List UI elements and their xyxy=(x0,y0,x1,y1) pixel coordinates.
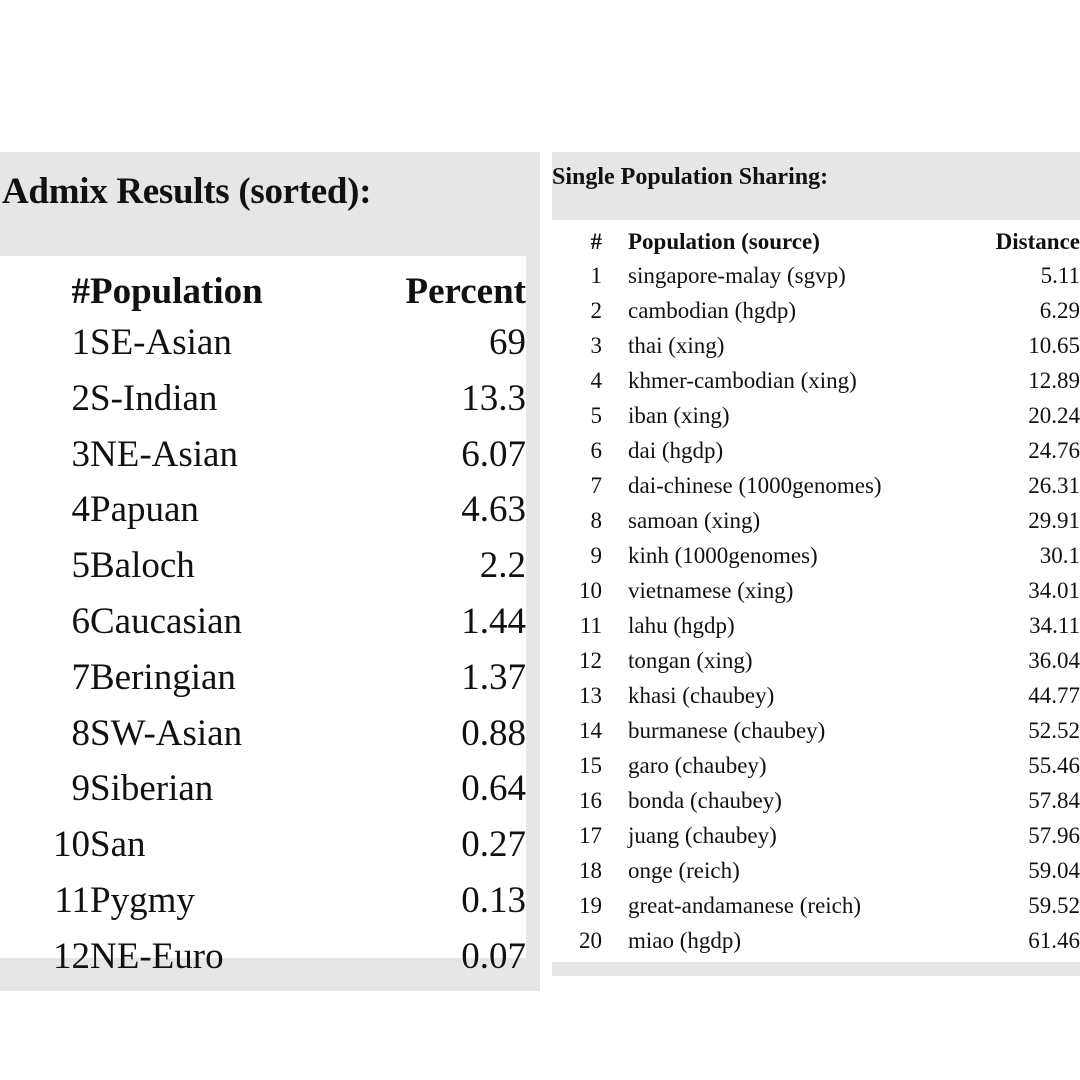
admix-row-num: 9 xyxy=(71,768,90,810)
sharing-row-population: kinh (1000genomes) xyxy=(628,543,818,568)
admix-row-population: Caucasian xyxy=(90,600,243,642)
sharing-row xyxy=(552,783,1080,818)
sharing-row-distance: 34.01 xyxy=(1028,578,1080,603)
admix-row-num: 7 xyxy=(71,656,90,698)
admix-row-num: 8 xyxy=(71,712,90,754)
sharing-row-distance: 26.31 xyxy=(1028,473,1080,498)
admix-row-population: SW-Asian xyxy=(90,712,243,754)
admix-row-percent: 4.63 xyxy=(461,489,526,531)
sharing-row-population: juang (chaubey) xyxy=(628,823,777,848)
sharing-row-distance: 30.1 xyxy=(1039,543,1080,568)
admix-row-num: 4 xyxy=(71,489,90,531)
sharing-row xyxy=(552,328,1080,363)
sharing-row xyxy=(552,853,1080,888)
sharing-table-container xyxy=(552,220,1080,962)
admix-header-population: Population xyxy=(90,270,263,312)
sharing-row-distance: 52.52 xyxy=(1028,718,1080,743)
sharing-row-population: tongan (xing) xyxy=(628,648,753,673)
admix-row-percent: 6.07 xyxy=(461,433,526,475)
sharing-row-num: 4 xyxy=(590,368,602,393)
sharing-row-population: garo (chaubey) xyxy=(628,753,767,778)
sharing-row-num: 6 xyxy=(590,438,602,463)
sharing-row-population: samoan (xing) xyxy=(628,508,761,533)
admix-row-percent: 1.44 xyxy=(461,600,526,642)
admix-row-percent: 0.13 xyxy=(461,879,526,921)
sharing-header-population: Population (source) xyxy=(628,228,820,254)
admix-row xyxy=(0,434,534,490)
sharing-row-distance: 57.84 xyxy=(1028,788,1080,813)
admix-row-num: 5 xyxy=(71,545,90,587)
admix-row-num: 3 xyxy=(71,433,90,475)
sharing-row xyxy=(552,398,1080,433)
admix-row-population: Papuan xyxy=(90,489,199,531)
admix-results-table xyxy=(0,256,534,992)
sharing-row-distance: 5.11 xyxy=(1040,263,1080,288)
sharing-row xyxy=(552,433,1080,468)
admix-row xyxy=(0,489,534,545)
sharing-row xyxy=(552,923,1080,958)
sharing-row-population: thai (xing) xyxy=(628,333,725,358)
admix-row xyxy=(0,545,534,601)
sharing-row-distance: 24.76 xyxy=(1028,438,1080,463)
sharing-row-num: 8 xyxy=(590,508,602,533)
sharing-row-distance: 6.29 xyxy=(1039,298,1080,323)
sharing-row-distance: 12.89 xyxy=(1028,368,1080,393)
sharing-row-distance: 55.46 xyxy=(1028,753,1080,778)
sharing-row-num: 16 xyxy=(579,788,602,813)
admix-row-population: SE-Asian xyxy=(90,322,232,363)
sharing-header-row xyxy=(552,224,1080,258)
population-sharing-table xyxy=(552,224,1080,958)
sharing-row xyxy=(552,678,1080,713)
admix-row-population: Pygmy xyxy=(90,879,195,921)
sharing-row-num: 3 xyxy=(590,333,602,358)
admix-table-container xyxy=(0,256,526,977)
sharing-row-distance: 44.77 xyxy=(1028,683,1080,708)
sharing-row-num: 17 xyxy=(579,823,602,848)
sharing-row-num: 5 xyxy=(590,403,602,428)
admix-row-num: 2 xyxy=(71,377,90,419)
sharing-row-population: onge (reich) xyxy=(628,858,740,883)
admix-header-num: # xyxy=(71,270,90,312)
admix-row-percent: 2.2 xyxy=(479,545,526,587)
sharing-row-num: 2 xyxy=(590,298,602,323)
admix-row-percent: 0.07 xyxy=(461,935,526,977)
admix-row-percent: 69 xyxy=(489,322,526,363)
sharing-row-distance: 61.46 xyxy=(1028,928,1080,953)
sharing-row-distance: 36.04 xyxy=(1028,648,1080,673)
sharing-row-num: 13 xyxy=(579,683,602,708)
sharing-row-population: vietnamese (xing) xyxy=(628,578,794,603)
sharing-row-num: 12 xyxy=(579,648,602,673)
sharing-row-population: singapore-malay (sgvp) xyxy=(628,263,846,288)
admix-row-population: Siberian xyxy=(90,768,214,810)
admix-row xyxy=(0,322,534,378)
sharing-row-population: burmanese (chaubey) xyxy=(628,718,826,743)
sharing-row-num: 19 xyxy=(579,893,602,918)
sharing-row-num: 7 xyxy=(590,473,602,498)
sharing-row-distance: 59.04 xyxy=(1028,858,1080,883)
admix-row xyxy=(0,936,534,992)
sharing-row xyxy=(552,888,1080,923)
sharing-row-population: miao (hgdp) xyxy=(628,928,742,953)
admix-row xyxy=(0,824,534,880)
sharing-row-population: cambodian (hgdp) xyxy=(628,298,796,323)
admix-row xyxy=(0,378,534,434)
sharing-row xyxy=(552,713,1080,748)
sharing-row-distance: 34.11 xyxy=(1029,613,1080,638)
admix-row-num: 10 xyxy=(53,824,90,866)
admix-row xyxy=(0,880,534,936)
admix-row-num: 11 xyxy=(54,879,90,921)
sharing-row-distance: 59.52 xyxy=(1028,893,1080,918)
sharing-row-population: great-andamanese (reich) xyxy=(628,893,862,918)
admix-row-population: NE-Asian xyxy=(90,433,238,475)
admix-row xyxy=(0,657,534,713)
sharing-row-num: 20 xyxy=(579,928,602,953)
admix-row-population: S-Indian xyxy=(90,377,218,419)
sharing-row-population: iban (xing) xyxy=(628,403,730,428)
sharing-row-num: 18 xyxy=(579,858,602,883)
sharing-header-num: # xyxy=(590,228,602,254)
sharing-row-num: 1 xyxy=(590,263,602,288)
sharing-row xyxy=(552,818,1080,853)
population-sharing-title: Single Population Sharing: xyxy=(552,164,829,190)
admix-row-percent: 0.27 xyxy=(461,824,526,866)
sharing-row xyxy=(552,258,1080,293)
admix-row-population: San xyxy=(90,824,146,866)
sharing-row-population: bonda (chaubey) xyxy=(628,788,782,813)
sharing-row xyxy=(552,503,1080,538)
admix-header-percent: Percent xyxy=(405,270,526,312)
admix-row-num: 1 xyxy=(71,322,90,363)
admix-row-population: NE-Euro xyxy=(90,935,224,977)
sharing-row-population: khasi (chaubey) xyxy=(628,683,775,708)
sharing-row xyxy=(552,468,1080,503)
admix-results-panel xyxy=(0,152,540,991)
sharing-row-num: 15 xyxy=(579,753,602,778)
admix-row xyxy=(0,713,534,769)
admix-results-title: Admix Results (sorted): xyxy=(2,171,372,212)
admix-row-population: Beringian xyxy=(90,656,236,698)
admix-row-num: 6 xyxy=(71,600,90,642)
population-sharing-panel xyxy=(552,152,1080,976)
admix-row xyxy=(0,768,534,824)
sharing-row-num: 14 xyxy=(579,718,602,743)
sharing-row-population: lahu (hgdp) xyxy=(628,613,735,638)
sharing-row-population: dai-chinese (1000genomes) xyxy=(628,473,882,498)
admix-row-population: Baloch xyxy=(90,545,195,587)
sharing-row-num: 10 xyxy=(579,578,602,603)
sharing-row xyxy=(552,363,1080,398)
admix-row xyxy=(0,601,534,657)
admix-row-percent: 1.37 xyxy=(461,656,526,698)
sharing-row xyxy=(552,643,1080,678)
sharing-header-distance: Distance xyxy=(995,228,1080,254)
admix-header-row xyxy=(0,256,534,322)
sharing-row-distance: 29.91 xyxy=(1028,508,1080,533)
sharing-row-distance: 20.24 xyxy=(1028,403,1080,428)
sharing-row-num: 9 xyxy=(590,543,602,568)
admix-row-percent: 0.88 xyxy=(461,712,526,754)
sharing-row-distance: 57.96 xyxy=(1028,823,1080,848)
sharing-row xyxy=(552,573,1080,608)
sharing-row-num: 11 xyxy=(579,613,602,638)
sharing-row xyxy=(552,293,1080,328)
sharing-row-population: dai (hgdp) xyxy=(628,438,724,463)
admix-row-percent: 0.64 xyxy=(461,768,526,810)
admix-row-percent: 13.3 xyxy=(461,377,526,419)
sharing-row xyxy=(552,608,1080,643)
sharing-row xyxy=(552,748,1080,783)
sharing-row-population: khmer-cambodian (xing) xyxy=(628,368,857,393)
admix-row-num: 12 xyxy=(53,935,90,977)
sharing-row-distance: 10.65 xyxy=(1028,333,1080,358)
sharing-row xyxy=(552,538,1080,573)
